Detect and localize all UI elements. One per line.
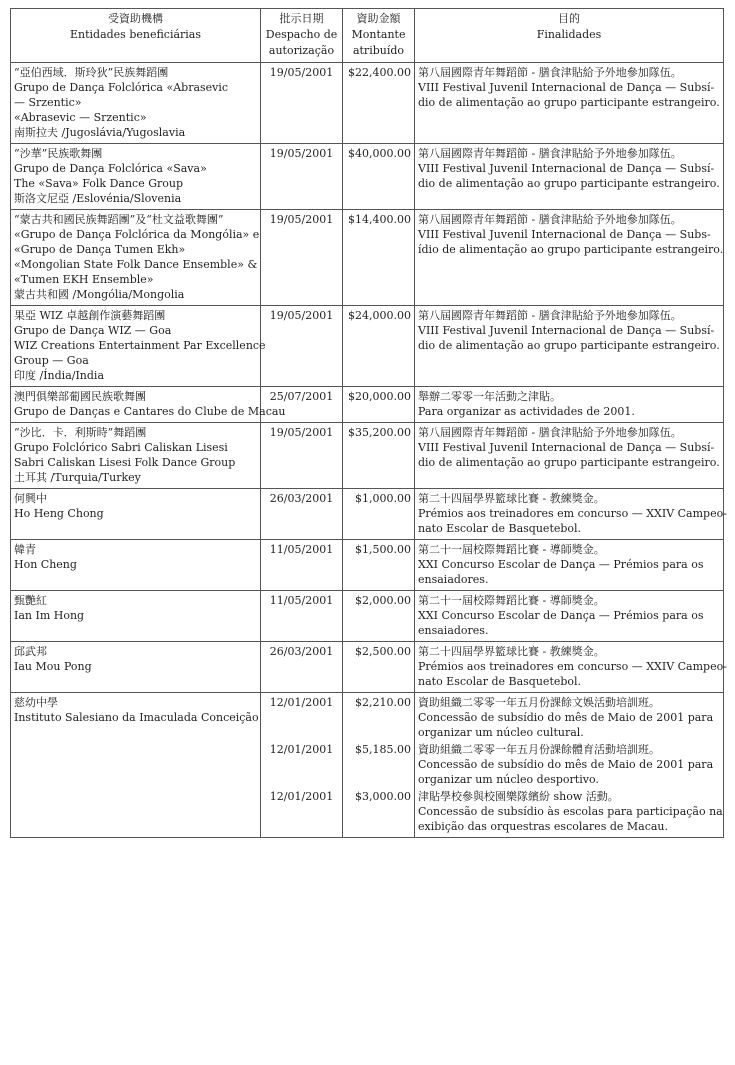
entity-line: 韓青 bbox=[14, 543, 36, 556]
amount-cell bbox=[343, 210, 415, 306]
grant-amount: $2,000.00 bbox=[355, 594, 411, 607]
entity-line: 何興中 bbox=[14, 492, 47, 505]
date-cell bbox=[261, 591, 343, 642]
grant-date: 19/05/2001 bbox=[269, 426, 334, 439]
grant-date: 19/05/2001 bbox=[269, 213, 334, 226]
purpose-line: VIII Festival Juvenil Internacional de Dança — Subs- bbox=[418, 228, 711, 241]
grant-date: 12/01/2001 bbox=[269, 790, 334, 803]
purpose-line: 第八屆國際青年舞蹈節 - 膳食津貼給予外地參加隊伍。 bbox=[418, 213, 682, 226]
entity-cell bbox=[11, 423, 261, 489]
purpose-line: XXI Concurso Escolar de Dança — Prémios para os bbox=[418, 609, 704, 622]
grant-date: 11/05/2001 bbox=[269, 543, 334, 556]
grant-purpose bbox=[418, 425, 720, 470]
purpose-cell bbox=[415, 306, 724, 387]
grant-amount: $5,185.00 bbox=[355, 743, 411, 756]
date-cell bbox=[261, 210, 343, 306]
entity-line: Hon Cheng bbox=[14, 558, 77, 571]
entity-line: Ian Im Hong bbox=[14, 609, 85, 622]
grant-purpose bbox=[418, 542, 720, 587]
grant-purpose bbox=[418, 742, 720, 787]
header-amount bbox=[343, 9, 415, 63]
header-amount-zh: 資助金額 bbox=[356, 12, 401, 25]
date-cell bbox=[261, 642, 343, 693]
entity-line: 甄艷紅 bbox=[14, 594, 47, 607]
entity-line: 印度 /Índia/India bbox=[14, 369, 105, 382]
grant-purpose bbox=[418, 212, 724, 257]
header-date bbox=[261, 9, 343, 63]
entity-line: 土耳其 /Turquia/Turkey bbox=[14, 471, 141, 484]
header-purpose bbox=[415, 9, 724, 63]
grant-date: 26/03/2001 bbox=[269, 492, 334, 505]
grant-amount: $1,000.00 bbox=[355, 492, 411, 505]
amount-cell bbox=[343, 591, 415, 642]
grant-date: 19/05/2001 bbox=[269, 147, 334, 160]
grant-purpose bbox=[418, 65, 720, 110]
purpose-line: VIII Festival Juvenil Internacional de Dança — Subsí- bbox=[418, 441, 715, 454]
date-cell bbox=[261, 306, 343, 387]
table-row bbox=[11, 423, 724, 489]
entity-cell bbox=[11, 210, 261, 306]
grant-amount: $22,400.00 bbox=[348, 66, 411, 79]
entity-line: The «Sava» Folk Dance Group bbox=[14, 177, 184, 190]
purpose-line: 第二十一屆校際舞蹈比賽 - 導師獎金。 bbox=[418, 594, 605, 607]
header-purpose-pt: Finalidades bbox=[536, 28, 602, 41]
purpose-line: Prémios aos treinadores em concurso — XXIV Campeo- bbox=[418, 660, 727, 673]
purpose-line: Para organizar as actividades de 2001. bbox=[418, 405, 635, 418]
table-row bbox=[11, 144, 724, 210]
entity-cell bbox=[11, 540, 261, 591]
grant-amount: $2,500.00 bbox=[355, 645, 411, 658]
entity-line: Iau Mou Pong bbox=[14, 660, 92, 673]
entity-cell bbox=[11, 489, 261, 540]
amount-cell bbox=[343, 144, 415, 210]
purpose-line: organizar um núcleo desportivo. bbox=[418, 773, 599, 786]
amount-cell bbox=[343, 306, 415, 387]
purpose-line: ensaiadores. bbox=[418, 573, 489, 586]
purpose-line: 第二十四屆學界籃球比賽 - 教練獎金。 bbox=[418, 492, 605, 505]
purpose-line: Concessão de subsídio às escolas para participação na bbox=[418, 805, 723, 818]
grant-amount: $35,200.00 bbox=[348, 426, 411, 439]
purpose-line: 津貼學校參與校園樂隊繽紛 show 活動。 bbox=[418, 790, 619, 803]
purpose-line: ídio de alimentação ao grupo participante estrangeiro. bbox=[418, 243, 724, 256]
entity-line: 蒙古共和國 /Mongólia/Mongolia bbox=[14, 288, 185, 301]
entity-line: Ho Heng Chong bbox=[14, 507, 104, 520]
purpose-line: Prémios aos treinadores em concurso — XXIV Campeo- bbox=[418, 507, 727, 520]
purpose-cell bbox=[415, 423, 724, 489]
entity-line: Group — Goa bbox=[14, 354, 89, 367]
header-entity-pt: Entidades beneficiárias bbox=[69, 28, 202, 41]
entity-line: «Tumen EKH Ensemble» bbox=[14, 273, 154, 286]
header-date-zh: 批示日期 bbox=[279, 12, 324, 25]
entity-cell bbox=[11, 693, 261, 838]
grants-table bbox=[10, 8, 727, 838]
purpose-line: 資助組織二零零一年五月份課餘文娛活動培訓班。 bbox=[418, 696, 660, 709]
grant-purpose bbox=[418, 308, 720, 353]
entity-line: 邱武邦 bbox=[14, 645, 47, 658]
entity-line: 果亞 WIZ 卓越創作演藝舞蹈團 bbox=[14, 309, 166, 322]
purpose-cell bbox=[415, 210, 724, 306]
purpose-cell bbox=[415, 387, 724, 423]
entity-line: 慈幼中學 bbox=[14, 696, 58, 709]
entity-line: 斯洛文尼亞 /Eslovénia/Slovenia bbox=[14, 192, 182, 205]
purpose-line: 第二十一屆校際舞蹈比賽 - 導師獎金。 bbox=[418, 543, 605, 556]
date-cell bbox=[261, 540, 343, 591]
entity-cell bbox=[11, 642, 261, 693]
purpose-line: 第八屆國際青年舞蹈節 - 膳食津貼給予外地參加隊伍。 bbox=[418, 147, 682, 160]
date-cell bbox=[261, 489, 343, 540]
purpose-cell bbox=[415, 591, 724, 642]
grant-date: 19/05/2001 bbox=[269, 66, 334, 79]
grant-purpose bbox=[418, 789, 723, 834]
purpose-line: dio de alimentação ao grupo participante estrangeiro. bbox=[418, 96, 720, 109]
purpose-line: nato Escolar de Basquetebol. bbox=[418, 675, 582, 688]
table-row bbox=[11, 540, 724, 591]
purpose-line: dio de alimentação ao grupo participante estrangeiro. bbox=[418, 339, 720, 352]
purpose-line: 第八屆國際青年舞蹈節 - 膳食津貼給予外地參加隊伍。 bbox=[418, 426, 682, 439]
entity-line: — Srzentic» bbox=[14, 96, 82, 109]
purpose-line: XXI Concurso Escolar de Dança — Prémios para os bbox=[418, 558, 704, 571]
grant-date: 12/01/2001 bbox=[269, 696, 334, 709]
purpose-line: dio de alimentação ao grupo participante estrangeiro. bbox=[418, 177, 720, 190]
entity-cell bbox=[11, 306, 266, 387]
entity-cell bbox=[11, 387, 286, 423]
grant-date: 26/03/2001 bbox=[269, 645, 334, 658]
header-amount-pt-2: atribuído bbox=[352, 44, 405, 57]
purpose-line: 第八屆國際青年舞蹈節 - 膳食津貼給予外地參加隊伍。 bbox=[418, 309, 682, 322]
grant-amount: $24,000.00 bbox=[348, 309, 411, 322]
table-row bbox=[11, 210, 724, 306]
date-cell bbox=[261, 693, 343, 838]
table-row bbox=[11, 642, 724, 693]
grant-amount: $20,000.00 bbox=[348, 390, 411, 403]
entity-line: «Mongolian State Folk Dance Ensemble» & bbox=[14, 258, 258, 271]
entity-line: Sabri Caliskan Lisesi Folk Dance Group bbox=[14, 456, 236, 469]
grant-amount: $14,400.00 bbox=[348, 213, 411, 226]
grant-purpose bbox=[418, 389, 720, 419]
purpose-line: 第二十四屆學界籃球比賽 - 教練獎金。 bbox=[418, 645, 605, 658]
purpose-cell bbox=[415, 540, 724, 591]
grant-amount: $1,500.00 bbox=[355, 543, 411, 556]
entity-cell bbox=[11, 144, 261, 210]
table-row bbox=[11, 63, 724, 144]
grant-amount: $2,210.00 bbox=[355, 696, 411, 709]
purpose-line: exibição das orquestras escolares de Macau. bbox=[418, 820, 669, 833]
header-date-pt-2: autorização bbox=[268, 44, 335, 57]
table-row bbox=[11, 489, 724, 540]
table-row bbox=[11, 306, 724, 387]
purpose-cell bbox=[415, 693, 724, 838]
table-body bbox=[11, 63, 727, 838]
amount-cell bbox=[343, 693, 415, 838]
purpose-line: ensaiadores. bbox=[418, 624, 489, 637]
entity-line: «Abrasevic — Srzentic» bbox=[14, 111, 147, 124]
amount-cell bbox=[343, 642, 415, 693]
grant-purpose bbox=[418, 593, 720, 638]
entity-line: Grupo de Dança WIZ — Goa bbox=[14, 324, 172, 337]
purpose-line: nato Escolar de Basquetebol. bbox=[418, 522, 582, 535]
entity-line: “沙比．卡．利斯時”舞蹈團 bbox=[14, 426, 147, 439]
date-cell bbox=[261, 423, 343, 489]
amount-cell bbox=[343, 489, 415, 540]
purpose-cell bbox=[415, 63, 724, 144]
entity-cell bbox=[11, 63, 261, 144]
grant-date: 19/05/2001 bbox=[269, 309, 334, 322]
date-cell bbox=[261, 144, 343, 210]
purpose-line: organizar um núcleo cultural. bbox=[418, 726, 584, 739]
purpose-cell bbox=[415, 642, 727, 693]
purpose-line: 舉辦二零零一年活動之津貼。 bbox=[418, 390, 561, 403]
amount-cell bbox=[343, 540, 415, 591]
table-row bbox=[11, 591, 724, 642]
entity-line: 南斯拉夫 /Jugoslávia/Yugoslavia bbox=[14, 126, 186, 139]
purpose-line: VIII Festival Juvenil Internacional de Dança — Subsí- bbox=[418, 162, 715, 175]
purpose-line: VIII Festival Juvenil Internacional de Dança — Subsí- bbox=[418, 81, 715, 94]
purpose-cell bbox=[415, 489, 727, 540]
grant-amount: $40,000.00 bbox=[348, 147, 411, 160]
entity-line: «Grupo de Dança Tumen Ekh» bbox=[14, 243, 186, 256]
purpose-line: dio de alimentação ao grupo participante estrangeiro. bbox=[418, 456, 720, 469]
table-row bbox=[11, 693, 724, 838]
entity-line: Grupo de Dança Folclórica «Abrasevic bbox=[14, 81, 229, 94]
table-row bbox=[11, 387, 724, 423]
grant-purpose bbox=[418, 146, 720, 191]
purpose-cell bbox=[415, 144, 724, 210]
entity-line: 澳門俱樂部葡國民族歌舞團 bbox=[14, 390, 146, 403]
header-date-pt-1: Despacho de bbox=[265, 28, 338, 41]
table-header bbox=[11, 9, 724, 63]
purpose-line: 第八屆國際青年舞蹈節 - 膳食津貼給予外地參加隊伍。 bbox=[418, 66, 682, 79]
purpose-line: Concessão de subsídio do mês de Maio de 2001 para bbox=[418, 758, 714, 771]
entity-line: Grupo de Dança Folclórica «Sava» bbox=[14, 162, 207, 175]
amount-cell bbox=[343, 387, 415, 423]
date-cell bbox=[261, 63, 343, 144]
grant-purpose bbox=[418, 644, 727, 689]
grant-date: 12/01/2001 bbox=[269, 743, 334, 756]
header-purpose-zh: 目的 bbox=[558, 12, 580, 25]
entity-line: Grupo de Danças e Cantares do Clube de Macau bbox=[14, 405, 286, 418]
amount-cell bbox=[343, 63, 415, 144]
grant-purpose bbox=[418, 695, 720, 740]
entity-line: WIZ Creations Entertainment Par Excellence bbox=[14, 339, 266, 352]
header-entity-zh: 受資助機構 bbox=[108, 12, 163, 25]
header-amount-pt-1: Montante bbox=[351, 28, 406, 41]
grant-purpose bbox=[418, 491, 727, 536]
entity-line: «Grupo de Dança Folclórica da Mongólia» e bbox=[14, 228, 260, 241]
entity-line: Grupo Folclórico Sabri Caliskan Lisesi bbox=[14, 441, 228, 454]
entity-line: “蒙古共和國民族舞蹈團”及“杜文益歌舞團” bbox=[14, 213, 224, 226]
entity-line: “沙華”民族歌舞團 bbox=[14, 147, 103, 160]
purpose-line: Concessão de subsídio do mês de Maio de 2001 para bbox=[418, 711, 714, 724]
header-entity bbox=[11, 9, 261, 63]
purpose-line: VIII Festival Juvenil Internacional de Dança — Subsí- bbox=[418, 324, 715, 337]
grant-date: 11/05/2001 bbox=[269, 594, 334, 607]
grant-date: 25/07/2001 bbox=[269, 390, 334, 403]
grant-amount: $3,000.00 bbox=[355, 790, 411, 803]
entity-cell bbox=[11, 591, 261, 642]
entity-line: Instituto Salesiano da Imaculada Conceição bbox=[14, 711, 259, 724]
purpose-line: 資助組織二零零一年五月份課餘體育活動培訓班。 bbox=[418, 743, 660, 756]
amount-cell bbox=[343, 423, 415, 489]
entity-line: “亞伯西域．斯玲狄”民族舞蹈團 bbox=[14, 66, 169, 79]
